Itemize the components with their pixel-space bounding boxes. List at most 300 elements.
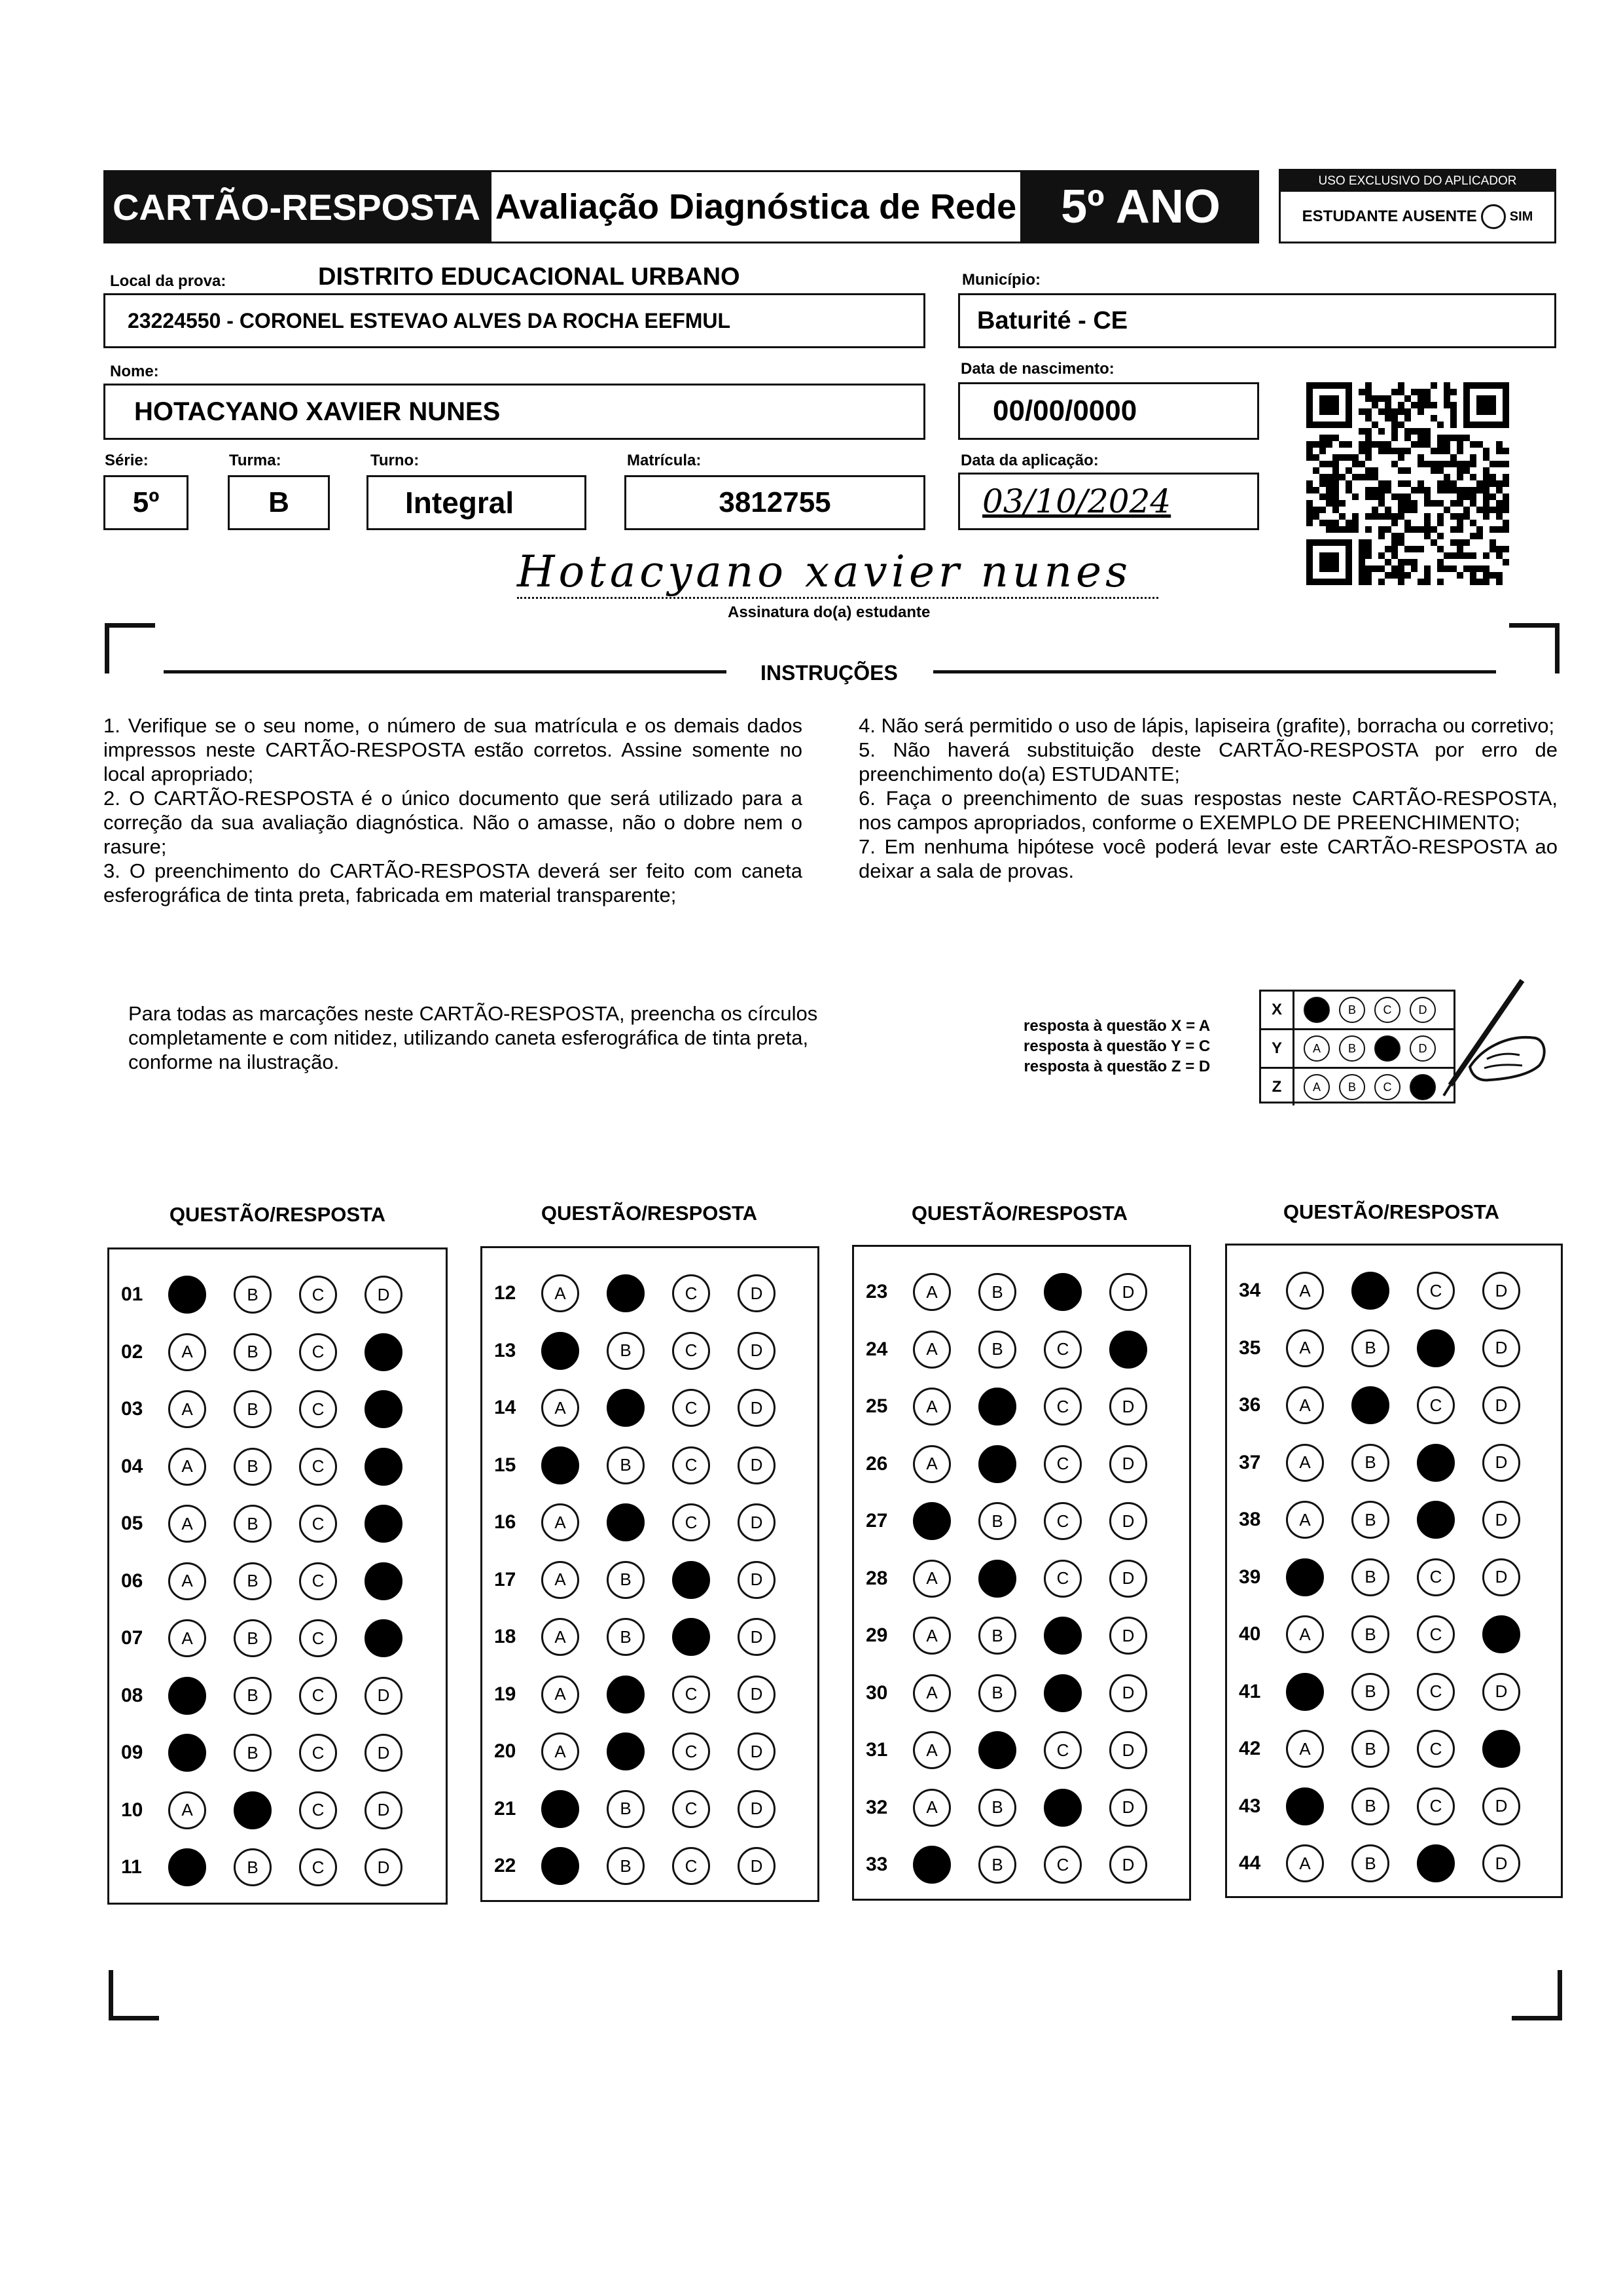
bubble-08-c[interactable]: C <box>299 1677 337 1715</box>
answer-row-03 <box>109 1390 430 1428</box>
bubble-37-a[interactable]: A <box>1286 1444 1324 1482</box>
bubble-24-b[interactable]: B <box>978 1331 1016 1369</box>
question-number: 13 <box>494 1339 516 1361</box>
municipio-value: Baturité - CE <box>977 306 1128 334</box>
question-number: 31 <box>866 1739 888 1761</box>
question-number: 08 <box>121 1684 143 1706</box>
answer-row-42 <box>1227 1730 1548 1768</box>
question-number: 01 <box>121 1283 143 1305</box>
answer-row-33 <box>854 1846 1175 1884</box>
bubble-16-c[interactable]: C <box>672 1503 710 1541</box>
bubble-16-b[interactable] <box>607 1503 645 1541</box>
bubble-28-b[interactable] <box>978 1560 1016 1598</box>
bubble-15-a[interactable] <box>541 1446 579 1484</box>
bubble-22-a[interactable] <box>541 1847 579 1885</box>
question-number: 34 <box>1239 1280 1261 1301</box>
bubble-18-a[interactable]: A <box>541 1618 579 1656</box>
bubble-10-c[interactable]: C <box>299 1791 337 1829</box>
bubble-11-a[interactable] <box>168 1848 206 1886</box>
bubble-14-d[interactable]: D <box>738 1389 776 1427</box>
question-number: 07 <box>121 1627 143 1649</box>
bubble-07-d[interactable] <box>365 1619 402 1657</box>
bubble-42-b[interactable]: B <box>1351 1730 1389 1768</box>
turma-field <box>228 475 330 530</box>
bubble-26-a[interactable]: A <box>913 1445 951 1483</box>
bubble-37-d[interactable]: D <box>1482 1444 1520 1482</box>
column-title-3: QUESTÃO/RESPOSTA <box>911 1202 1128 1225</box>
bubble-12-a[interactable]: A <box>541 1274 579 1312</box>
bubble-16-a[interactable]: A <box>541 1503 579 1541</box>
bubble-30-c[interactable] <box>1044 1674 1082 1712</box>
bubble-17-d[interactable]: D <box>738 1561 776 1599</box>
bubble-05-a[interactable]: A <box>168 1505 206 1543</box>
answer-row-34 <box>1227 1272 1548 1310</box>
nascimento-field <box>958 382 1259 440</box>
bubble-38-d[interactable]: D <box>1482 1501 1520 1539</box>
bubble-44-c[interactable] <box>1417 1844 1455 1882</box>
bubble-36-c[interactable]: C <box>1417 1386 1455 1424</box>
answer-row-13 <box>482 1332 803 1370</box>
bubble-29-b[interactable]: B <box>978 1617 1016 1655</box>
bubble-44-b[interactable]: B <box>1351 1844 1389 1882</box>
bubble-43-d[interactable]: D <box>1482 1787 1520 1825</box>
bubble-19-c[interactable]: C <box>672 1676 710 1713</box>
question-number: 20 <box>494 1740 516 1762</box>
question-number: 05 <box>121 1513 143 1534</box>
bubble-29-d[interactable]: D <box>1109 1617 1147 1655</box>
bubble-14-c[interactable]: C <box>672 1389 710 1427</box>
column-title-4: QUESTÃO/RESPOSTA <box>1283 1200 1500 1223</box>
bubble-01-a[interactable] <box>168 1276 206 1314</box>
question-number: 41 <box>1239 1680 1261 1702</box>
bubble-01-d[interactable]: D <box>365 1276 402 1314</box>
bubble-28-d[interactable]: D <box>1109 1560 1147 1598</box>
bubble-12-b[interactable] <box>607 1274 645 1312</box>
answer-row-24 <box>854 1331 1175 1369</box>
bubble-33-b[interactable]: B <box>978 1846 1016 1884</box>
corner-mark-bottom-left <box>109 1970 159 2020</box>
aplicacao-field <box>958 473 1259 530</box>
bubble-37-c[interactable] <box>1417 1444 1455 1482</box>
answer-row-30 <box>854 1674 1175 1712</box>
bubble-02-d[interactable] <box>365 1333 402 1371</box>
bubble-06-b[interactable]: B <box>234 1562 272 1600</box>
question-number: 21 <box>494 1797 516 1820</box>
bubble-35-b[interactable]: B <box>1351 1329 1389 1367</box>
turno-value: Integral <box>405 486 514 520</box>
turma-value: B <box>268 486 289 518</box>
bubble-13-b[interactable]: B <box>607 1332 645 1370</box>
bubble-20-d[interactable]: D <box>738 1732 776 1770</box>
serie-field <box>103 475 188 530</box>
question-number: 22 <box>494 1855 516 1876</box>
bubble-16-d[interactable]: D <box>738 1503 776 1541</box>
bubble-39-d[interactable]: D <box>1482 1558 1520 1596</box>
example-row-label: Z <box>1261 1069 1294 1105</box>
answer-row-39 <box>1227 1558 1548 1596</box>
answer-row-23 <box>854 1273 1175 1311</box>
example-legend-x: resposta à questão X = A <box>1024 1017 1211 1035</box>
answer-row-17 <box>482 1561 803 1599</box>
question-number: 32 <box>866 1796 888 1818</box>
question-number: 25 <box>866 1395 888 1417</box>
bubble-31-b[interactable] <box>978 1731 1016 1769</box>
answer-row-31 <box>854 1731 1175 1769</box>
bubble-10-d[interactable]: D <box>365 1791 402 1829</box>
bubble-25-c[interactable]: C <box>1044 1388 1082 1426</box>
bubble-23-d[interactable]: D <box>1109 1273 1147 1311</box>
bubble-32-a[interactable]: A <box>913 1789 951 1827</box>
absent-checkbox[interactable] <box>1481 204 1506 229</box>
bubble-44-a[interactable]: A <box>1286 1844 1324 1882</box>
bubble-40-d[interactable] <box>1482 1615 1520 1653</box>
bubble-14-a[interactable]: A <box>541 1389 579 1427</box>
pen-hand-illustration <box>1424 975 1548 1100</box>
bubble-05-b[interactable]: B <box>234 1505 272 1543</box>
bubble-29-c[interactable] <box>1044 1617 1082 1655</box>
question-number: 23 <box>866 1281 888 1302</box>
bubble-34-a[interactable]: A <box>1286 1272 1324 1310</box>
bubble-36-a[interactable]: A <box>1286 1386 1324 1424</box>
answer-row-43 <box>1227 1787 1548 1825</box>
bubble-18-b[interactable]: B <box>607 1618 645 1656</box>
answer-row-01 <box>109 1276 430 1314</box>
bubble-13-d[interactable]: D <box>738 1332 776 1370</box>
answer-row-05 <box>109 1505 430 1543</box>
bubble-05-c[interactable]: C <box>299 1505 337 1543</box>
answer-row-09 <box>109 1734 430 1772</box>
bubble-14-b[interactable] <box>607 1389 645 1427</box>
bubble-23-b[interactable]: B <box>978 1273 1016 1311</box>
corner-mark-bottom-right <box>1512 1970 1562 2020</box>
matricula-field <box>624 475 925 530</box>
answer-row-37 <box>1227 1444 1548 1482</box>
bubble-02-a[interactable]: A <box>168 1333 206 1371</box>
question-number: 15 <box>494 1454 516 1476</box>
example-row-label: Y <box>1261 1030 1294 1067</box>
example-bubble-y-c <box>1374 1035 1400 1062</box>
bubble-03-d[interactable] <box>365 1390 402 1428</box>
question-number: 14 <box>494 1397 516 1418</box>
bubble-10-b[interactable] <box>234 1791 272 1829</box>
bubble-27-a[interactable] <box>913 1502 951 1540</box>
bubble-26-d[interactable]: D <box>1109 1445 1147 1483</box>
bubble-27-b[interactable]: B <box>978 1502 1016 1540</box>
bubble-38-a[interactable]: A <box>1286 1501 1324 1539</box>
bubble-17-a[interactable]: A <box>541 1561 579 1599</box>
bubble-06-d[interactable] <box>365 1562 402 1600</box>
bubble-39-a[interactable] <box>1286 1558 1324 1596</box>
school-field <box>103 293 925 348</box>
bubble-11-d[interactable]: D <box>365 1848 402 1886</box>
bubble-18-d[interactable]: D <box>738 1618 776 1656</box>
bubble-30-b[interactable]: B <box>978 1674 1016 1712</box>
applicator-label: USO EXCLUSIVO DO APLICADOR <box>1281 171 1554 192</box>
bubble-24-c[interactable]: C <box>1044 1331 1082 1369</box>
bubble-02-b[interactable]: B <box>234 1333 272 1371</box>
question-number: 26 <box>866 1452 888 1475</box>
bubble-09-a[interactable] <box>168 1734 206 1772</box>
question-number: 35 <box>1239 1336 1261 1359</box>
question-number: 30 <box>866 1681 888 1704</box>
question-number: 04 <box>121 1455 143 1477</box>
bubble-22-c[interactable]: C <box>672 1847 710 1885</box>
question-number: 18 <box>494 1626 516 1647</box>
bubble-15-c[interactable]: C <box>672 1446 710 1484</box>
bubble-03-c[interactable]: C <box>299 1390 337 1428</box>
question-number: 37 <box>1239 1451 1261 1473</box>
turno-field <box>366 475 586 530</box>
bubble-42-c[interactable]: C <box>1417 1730 1455 1768</box>
bubble-22-b[interactable]: B <box>607 1847 645 1885</box>
bubble-31-c[interactable]: C <box>1044 1731 1082 1769</box>
question-number: 43 <box>1239 1795 1261 1817</box>
bubble-12-c[interactable]: C <box>672 1274 710 1312</box>
answer-row-04 <box>109 1448 430 1486</box>
serie-value: 5º <box>132 486 160 518</box>
bubble-11-c[interactable]: C <box>299 1848 337 1886</box>
bubble-43-a[interactable] <box>1286 1787 1324 1825</box>
bubble-24-d[interactable] <box>1109 1331 1147 1369</box>
bubble-15-b[interactable]: B <box>607 1446 645 1484</box>
example-bubble-z-a: A <box>1304 1074 1330 1100</box>
column-title-2: QUESTÃO/RESPOSTA <box>541 1202 758 1225</box>
bubble-19-b[interactable] <box>607 1676 645 1713</box>
bubble-12-d[interactable]: D <box>738 1274 776 1312</box>
bubble-08-b[interactable]: B <box>234 1677 272 1715</box>
nascimento-label: Data de nascimento: <box>961 360 1115 378</box>
example-bubble-x-c: C <box>1374 997 1400 1023</box>
bubble-04-b[interactable]: B <box>234 1448 272 1486</box>
instructions-divider-right <box>933 670 1496 673</box>
bubble-23-c[interactable] <box>1044 1273 1082 1311</box>
bubble-11-b[interactable]: B <box>234 1848 272 1886</box>
bubble-10-a[interactable]: A <box>168 1791 206 1829</box>
bubble-13-c[interactable]: C <box>672 1332 710 1370</box>
question-number: 11 <box>121 1856 142 1878</box>
bubble-36-b[interactable] <box>1351 1386 1389 1424</box>
answer-column-4 <box>1225 1244 1563 1898</box>
answer-row-40 <box>1227 1615 1548 1653</box>
bubble-27-c[interactable]: C <box>1044 1502 1082 1540</box>
bubble-06-a[interactable]: A <box>168 1562 206 1600</box>
bubble-27-d[interactable]: D <box>1109 1502 1147 1540</box>
matricula-label: Matrícula: <box>627 452 702 469</box>
bubble-44-d[interactable]: D <box>1482 1844 1520 1882</box>
bubble-24-a[interactable]: A <box>913 1331 951 1369</box>
bubble-25-d[interactable]: D <box>1109 1388 1147 1426</box>
bubble-21-b[interactable]: B <box>607 1790 645 1828</box>
nome-value: HOTACYANO XAVIER NUNES <box>134 397 501 426</box>
example-text: Para todas as marcações neste CARTÃO-RESPOSTA, preencha os círculos completamente e com nitidez, utilizando caneta esferográfica de tinta preta, conforme na ilustração. <box>128 1002 818 1073</box>
matricula-value: 3812755 <box>719 486 831 518</box>
bubble-20-b[interactable] <box>607 1732 645 1770</box>
card-title: CARTÃO-RESPOSTA <box>103 170 490 243</box>
answer-row-20 <box>482 1732 803 1770</box>
question-number: 03 <box>121 1398 143 1420</box>
corner-mark-top-left <box>105 623 155 673</box>
question-number: 44 <box>1239 1852 1261 1874</box>
question-number: 16 <box>494 1511 516 1533</box>
bubble-33-a[interactable] <box>913 1846 951 1884</box>
bubble-06-c[interactable]: C <box>299 1562 337 1600</box>
bubble-42-a[interactable]: A <box>1286 1730 1324 1768</box>
bubble-08-a[interactable] <box>168 1677 206 1715</box>
bubble-41-b[interactable]: B <box>1351 1673 1389 1711</box>
question-number: 19 <box>494 1683 516 1705</box>
bubble-07-a[interactable]: A <box>168 1619 206 1657</box>
bubble-28-c[interactable]: C <box>1044 1560 1082 1598</box>
bubble-39-b[interactable]: B <box>1351 1558 1389 1596</box>
bubble-18-c[interactable] <box>672 1618 710 1656</box>
bubble-01-c[interactable]: C <box>299 1276 337 1314</box>
question-number: 17 <box>494 1568 516 1590</box>
example-row-label: X <box>1261 992 1294 1028</box>
bubble-30-d[interactable]: D <box>1109 1674 1147 1712</box>
bubble-41-a[interactable] <box>1286 1673 1324 1711</box>
instruction-6: 6. Faça o preenchimento de suas respostas neste CARTÃO-RESPOSTA, nos campos apropriados, conforme o EXEMPLO DE PREENCHIMENTO; <box>859 787 1558 834</box>
bubble-43-b[interactable]: B <box>1351 1787 1389 1825</box>
local-label: Local da prova: <box>110 272 226 290</box>
answer-row-44 <box>1227 1844 1548 1882</box>
bubble-35-d[interactable]: D <box>1482 1329 1520 1367</box>
bubble-33-c[interactable]: C <box>1044 1846 1082 1884</box>
answer-row-41 <box>1227 1673 1548 1711</box>
bubble-40-b[interactable]: B <box>1351 1615 1389 1653</box>
bubble-35-c[interactable] <box>1417 1329 1455 1367</box>
municipio-field <box>958 293 1556 348</box>
answer-row-27 <box>854 1502 1175 1540</box>
answer-row-19 <box>482 1676 803 1713</box>
answer-row-26 <box>854 1445 1175 1483</box>
answer-row-36 <box>1227 1386 1548 1424</box>
question-number: 38 <box>1239 1509 1261 1530</box>
question-number: 12 <box>494 1282 516 1304</box>
bubble-03-b[interactable]: B <box>234 1390 272 1428</box>
bubble-02-c[interactable]: C <box>299 1333 337 1371</box>
example-legend-y: resposta à questão Y = C <box>1024 1037 1211 1055</box>
question-number: 40 <box>1239 1623 1261 1645</box>
answer-row-12 <box>482 1274 803 1312</box>
bubble-09-d[interactable]: D <box>365 1734 402 1772</box>
bubble-05-d[interactable] <box>365 1505 402 1543</box>
bubble-31-d[interactable]: D <box>1109 1731 1147 1769</box>
aplicacao-label: Data da aplicação: <box>961 452 1099 469</box>
bubble-38-c[interactable] <box>1417 1501 1455 1539</box>
bubble-41-d[interactable]: D <box>1482 1673 1520 1711</box>
bubble-25-a[interactable]: A <box>913 1388 951 1426</box>
bubble-25-b[interactable] <box>978 1388 1016 1426</box>
bubble-09-c[interactable]: C <box>299 1734 337 1772</box>
absent-option: SIM <box>1509 209 1533 224</box>
bubble-04-c[interactable]: C <box>299 1448 337 1486</box>
instruction-1: 1. Verifique se o seu nome, o número de sua matrícula e os demais dados impressos neste CARTÃO-RESPOSTA estão corretos. Assine somente no local apropriado; <box>103 714 802 785</box>
bubble-20-a[interactable]: A <box>541 1732 579 1770</box>
signature-label: Assinatura do(a) estudante <box>728 603 931 621</box>
question-number: 39 <box>1239 1566 1261 1588</box>
answer-row-14 <box>482 1389 803 1427</box>
bubble-34-d[interactable]: D <box>1482 1272 1520 1310</box>
bubble-19-d[interactable]: D <box>738 1676 776 1713</box>
bubble-20-c[interactable]: C <box>672 1732 710 1770</box>
bubble-04-d[interactable] <box>365 1448 402 1486</box>
example-legend <box>1024 1016 1210 1077</box>
bubble-40-a[interactable]: A <box>1286 1615 1324 1653</box>
bubble-32-c[interactable] <box>1044 1789 1082 1827</box>
bubble-22-d[interactable]: D <box>738 1847 776 1885</box>
question-number: 24 <box>866 1338 888 1360</box>
bubble-41-c[interactable]: C <box>1417 1673 1455 1711</box>
bubble-38-b[interactable]: B <box>1351 1501 1389 1539</box>
instruction-5: 5. Não haverá substituição deste CARTÃO-RESPOSTA por erro de preenchimento do(a) ESTUDANTE; <box>859 738 1558 785</box>
answer-row-06 <box>109 1562 430 1600</box>
answer-row-16 <box>482 1503 803 1541</box>
example-bubble-y-a: A <box>1304 1035 1330 1062</box>
bubble-37-b[interactable]: B <box>1351 1444 1389 1482</box>
bubble-35-a[interactable]: A <box>1286 1329 1324 1367</box>
bubble-04-a[interactable]: A <box>168 1448 206 1486</box>
bubble-32-d[interactable]: D <box>1109 1789 1147 1827</box>
answer-row-25 <box>854 1388 1175 1426</box>
bubble-29-a[interactable]: A <box>913 1617 951 1655</box>
answer-column-2 <box>480 1246 819 1902</box>
bubble-30-a[interactable]: A <box>913 1674 951 1712</box>
nome-field <box>103 384 925 440</box>
bubble-21-c[interactable]: C <box>672 1790 710 1828</box>
bubble-34-c[interactable]: C <box>1417 1272 1455 1310</box>
bubble-42-d[interactable] <box>1482 1730 1520 1768</box>
bubble-21-a[interactable] <box>541 1790 579 1828</box>
bubble-28-a[interactable]: A <box>913 1560 951 1598</box>
bubble-31-a[interactable]: A <box>913 1731 951 1769</box>
bubble-07-c[interactable]: C <box>299 1619 337 1657</box>
absent-label: ESTUDANTE AUSENTE <box>1302 207 1477 225</box>
bubble-23-a[interactable]: A <box>913 1273 951 1311</box>
instruction-4: 4. Não será permitido o uso de lápis, lapiseira (grafite), borracha ou corretivo; <box>859 714 1555 737</box>
bubble-26-b[interactable] <box>978 1445 1016 1483</box>
instructions-divider-left <box>164 670 726 673</box>
bubble-13-a[interactable] <box>541 1332 579 1370</box>
example-bubble-x-b: B <box>1339 997 1365 1023</box>
bubble-32-b[interactable]: B <box>978 1789 1016 1827</box>
signature: Hotacyano xavier nunes <box>517 547 1158 599</box>
bubble-03-a[interactable]: A <box>168 1390 206 1428</box>
bubble-39-c[interactable]: C <box>1417 1558 1455 1596</box>
bubble-26-c[interactable]: C <box>1044 1445 1082 1483</box>
bubble-21-d[interactable]: D <box>738 1790 776 1828</box>
bubble-40-c[interactable]: C <box>1417 1615 1455 1653</box>
bubble-09-b[interactable]: B <box>234 1734 272 1772</box>
answer-row-08 <box>109 1677 430 1715</box>
bubble-19-a[interactable]: A <box>541 1676 579 1713</box>
bubble-15-d[interactable]: D <box>738 1446 776 1484</box>
bubble-33-d[interactable]: D <box>1109 1846 1147 1884</box>
bubble-43-c[interactable]: C <box>1417 1787 1455 1825</box>
bubble-36-d[interactable]: D <box>1482 1386 1520 1424</box>
answer-row-29 <box>854 1617 1175 1655</box>
school-value: 23224550 - CORONEL ESTEVAO ALVES DA ROCHA EEFMUL <box>128 308 731 332</box>
bubble-08-d[interactable]: D <box>365 1677 402 1715</box>
answer-row-02 <box>109 1333 430 1371</box>
instructions-title: INSTRUÇÕES <box>760 661 898 685</box>
bubble-34-b[interactable] <box>1351 1272 1389 1310</box>
answer-column-1 <box>107 1247 448 1905</box>
bubble-17-c[interactable] <box>672 1561 710 1599</box>
question-number: 28 <box>866 1567 888 1589</box>
bubble-07-b[interactable]: B <box>234 1619 272 1657</box>
bubble-17-b[interactable]: B <box>607 1561 645 1599</box>
bubble-01-b[interactable]: B <box>234 1276 272 1314</box>
